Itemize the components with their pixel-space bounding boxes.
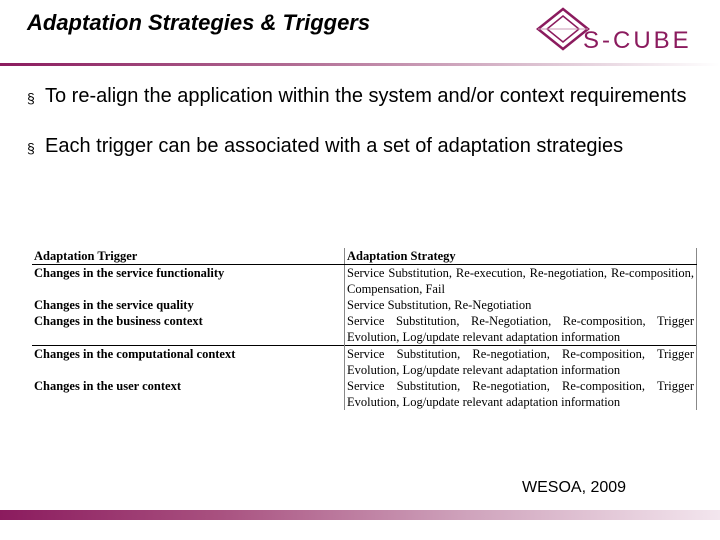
trigger-cell: Changes in the service functionality	[34, 266, 225, 280]
table-row	[32, 297, 697, 313]
trigger-cell: Changes in the service quality	[34, 298, 194, 312]
bullet-marker: §	[27, 140, 35, 156]
logo-text: S-CUBE	[583, 27, 692, 54]
strategy-cell: Service Substitution, Re-negotiation, Re-composition, Trigger Evolution, Log/update relevant adaptation information	[345, 346, 697, 379]
bullet-text: To re-align the application within the system and/or context requirements	[45, 85, 687, 107]
bullet-list	[27, 82, 707, 182]
table-row	[32, 378, 697, 410]
bullet-text: Each trigger can be associated with a set of adaptation strategies	[45, 135, 624, 157]
adaptation-table	[32, 248, 697, 410]
bullet-item	[27, 132, 707, 162]
table-header-row	[32, 248, 697, 265]
bullet-marker: §	[27, 90, 35, 106]
table-row	[32, 265, 697, 298]
column-header: Adaptation Strategy	[345, 248, 697, 265]
slide-title: Adaptation Strategies & Triggers	[27, 10, 371, 35]
source-citation: WESOA, 2009	[522, 479, 627, 496]
trigger-cell: Changes in the computational context	[32, 346, 345, 379]
strategy-cell: Service Substitution, Re-execution, Re-negotiation, Re-composition, Compensation, Fail	[345, 265, 697, 298]
trigger-cell: Changes in the user context	[34, 379, 181, 393]
table-row	[32, 346, 697, 379]
bullet-item	[27, 82, 707, 112]
header-divider	[0, 63, 720, 66]
footer-bar	[0, 510, 720, 520]
table-row	[32, 313, 697, 346]
trigger-cell: Changes in the business context	[34, 314, 203, 328]
column-header: Adaptation Trigger	[32, 248, 345, 265]
strategy-cell: Service Substitution, Re-negotiation, Re-composition, Trigger Evolution, Log/update relevant adaptation information	[345, 378, 697, 410]
strategy-cell: Service Substitution, Re-Negotiation	[345, 297, 697, 313]
strategy-cell: Service Substitution, Re-Negotiation, Re-composition, Trigger Evolution, Log/update relevant adaptation information	[345, 313, 697, 346]
